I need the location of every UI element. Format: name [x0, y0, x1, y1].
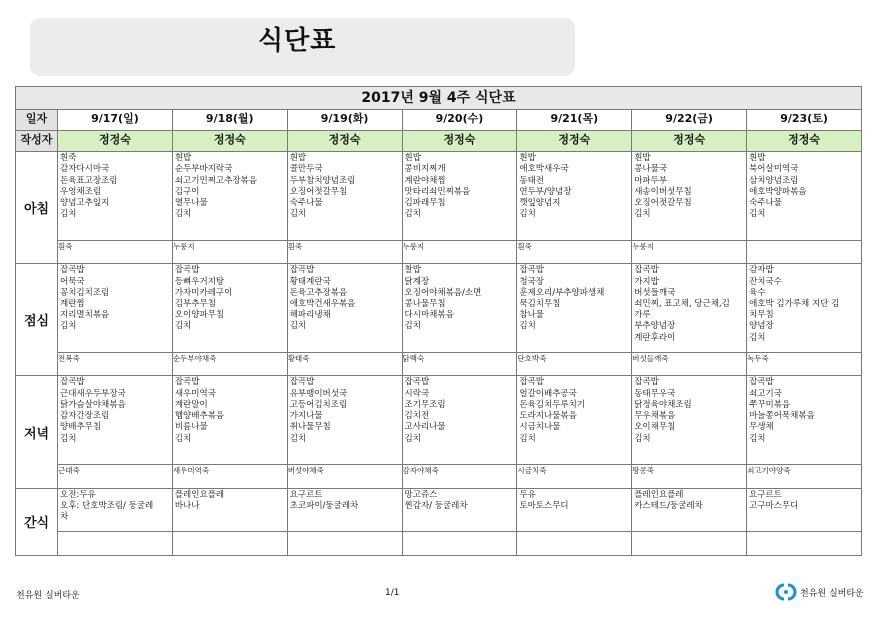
breakfast-cell: [632, 152, 747, 241]
menu-item: 시락국: [404, 388, 430, 399]
menu-item: 우엉채조림: [60, 186, 102, 197]
dinner-porridge: 감자야채죽: [402, 465, 517, 488]
menu-item: 마파두부: [634, 175, 668, 186]
date-header: 9/23(토): [747, 110, 862, 130]
menu-item: 콩나물무침: [404, 298, 446, 309]
menu-item: 계란야채찜: [404, 175, 446, 186]
writer-name: 정정숙: [747, 130, 862, 151]
menu-item: 흰밥: [174, 153, 192, 164]
menu-item: 치무침: [749, 310, 774, 321]
menu-item: 찰밥: [404, 265, 421, 276]
menu-item: 오징어야채볶음/소면: [404, 287, 482, 298]
menu-item: 가자미카레구이: [174, 287, 233, 298]
menu-item: 잔치국수: [749, 276, 782, 287]
menu-item: 김치: [174, 321, 192, 332]
lunch-porridge: 녹두죽: [747, 353, 862, 376]
breakfast-cell: [517, 152, 632, 241]
menu-item: 요구르트: [749, 489, 782, 500]
snack-cell: [632, 488, 747, 532]
menu-item: 애호박건새우볶음: [289, 298, 356, 309]
lunch-porridge: 단호박죽: [517, 353, 632, 376]
menu-item: 돈육표고장조림: [60, 175, 118, 186]
dinner-porridge: 새우미역죽: [172, 465, 287, 488]
menu-item: 어묵국: [60, 276, 85, 287]
menu-item: 잡곡밥: [404, 377, 430, 388]
menu-item: 두유: [519, 489, 536, 500]
dinner-cell: [58, 376, 173, 465]
menu-item: 김치: [519, 209, 536, 220]
menu-item: 취나물무침: [289, 422, 331, 433]
menu-item: 마늘쫑어묵채볶음: [749, 411, 815, 422]
lunch-cell: [517, 264, 632, 353]
breakfast-porridge: 흰죽: [517, 240, 632, 263]
date-label: 일자: [16, 110, 58, 130]
menu-item: 김파래무침: [404, 198, 446, 209]
lunch-cell: [402, 264, 517, 353]
menu-item: 참나물: [519, 310, 545, 321]
menu-item: 열무나물: [174, 198, 208, 209]
menu-item: 플레인요플레: [174, 489, 225, 500]
menu-item: 닭가슴살야채볶음: [60, 399, 126, 410]
lunch-porridge: 닭백숙: [402, 353, 517, 376]
menu-item: 김부추무침: [174, 298, 216, 309]
menu-item: 잡곡밥: [634, 265, 659, 276]
menu-item: 요구르트: [289, 489, 323, 500]
menu-table: [15, 86, 862, 556]
menu-item: 동태무우국: [634, 388, 676, 399]
writer-name: 정정숙: [172, 130, 287, 151]
menu-item: 카스테드/둥굴레차: [634, 500, 703, 511]
lunch-cell: [172, 264, 287, 353]
menu-item: 콜만두국: [289, 164, 323, 175]
menu-item: 쭈꾸미볶음: [749, 399, 791, 410]
menu-item: 황태계란국: [289, 276, 331, 287]
lunch-porridge: 황태죽: [287, 353, 402, 376]
menu-item: 고구마스무디: [749, 500, 799, 511]
lunch-cell: [632, 264, 747, 353]
menu-item: 흰밥: [289, 153, 307, 164]
snack-extra: [517, 532, 632, 556]
menu-item: 무생채: [749, 422, 774, 433]
menu-item: 숙주나물: [749, 198, 782, 209]
menu-item: 초코파이/둥굴레차: [289, 500, 359, 511]
snack-cell: [58, 488, 173, 532]
writer-label: 작성자: [16, 130, 58, 151]
menu-item: 잡곡밥: [174, 265, 200, 276]
menu-item: 가루: [634, 310, 651, 321]
menu-item: 새우미역국: [174, 388, 216, 399]
breakfast-cell: [58, 152, 173, 241]
menu-item: 김치: [60, 209, 77, 220]
menu-item: 김치: [634, 209, 651, 220]
menu-item: 김치: [634, 433, 651, 444]
menu-item: 플레인요플레: [634, 489, 684, 500]
breakfast-porridge: 누룽지: [632, 240, 747, 263]
date-header: 9/21(목): [517, 110, 632, 130]
menu-item: 꽁치김치조림: [60, 287, 110, 298]
menu-item: 비름나물: [174, 422, 208, 433]
menu-item: 흰밥: [519, 153, 536, 164]
menu-item: 해파리냉채: [289, 310, 331, 321]
menu-item: 쇠고기국: [749, 388, 782, 399]
dinner-cell: [287, 376, 402, 465]
menu-item: 고사리나물: [404, 422, 446, 433]
menu-item: 김치: [519, 321, 536, 332]
dinner-porridge: 근대죽: [58, 465, 173, 488]
menu-item: 동태전: [519, 175, 545, 186]
breakfast-cell: [287, 152, 402, 241]
menu-item: 잡곡밥: [749, 377, 774, 388]
lunch-porridge: 전복죽: [58, 353, 173, 376]
breakfast-cell: [402, 152, 517, 241]
footer-org-name: 천유원 실버타운: [16, 591, 80, 601]
menu-item: 계란후라이: [634, 332, 676, 343]
breakfast-porridge: 누룽지: [402, 240, 517, 263]
snack-extra: [747, 532, 862, 556]
dinner-porridge: 시금치죽: [517, 465, 632, 488]
menu-item: 김치: [404, 321, 421, 332]
dinner-porridge: 쇠고기야양죽: [747, 465, 862, 488]
menu-item: 순두부바지락국: [174, 164, 233, 175]
dinner-cell: [517, 376, 632, 465]
menu-item: 오이양파무침: [174, 310, 225, 321]
menu-item: 오징어젓갈무침: [634, 198, 692, 209]
footer-logo: [775, 583, 864, 601]
lunch-porridge: 버섯들깨죽: [632, 353, 747, 376]
snack-cell: [517, 488, 632, 532]
lunch-porridge: 순두부야채죽: [172, 353, 287, 376]
menu-item: 감자밥: [749, 265, 774, 276]
menu-item: 북어살미역국: [749, 164, 799, 175]
menu-item: 흰죽: [60, 153, 77, 164]
menu-item: 가지나물: [289, 411, 323, 422]
menu-item: 잡곡밥: [519, 377, 545, 388]
breakfast-cell: [172, 152, 287, 241]
menu-item: 김치: [404, 209, 421, 220]
menu-item: 애호박양파볶음: [749, 186, 807, 197]
lunch-cell: [287, 264, 402, 353]
menu-item: 김치: [174, 209, 192, 220]
menu-item: 양념고추잎지: [60, 198, 110, 209]
menu-item: 감자다시마국: [60, 164, 110, 175]
writer-name: 정정숙: [632, 130, 747, 151]
menu-item: 유부팽이버섯국: [289, 388, 348, 399]
menu-item: 김치: [289, 321, 307, 332]
menu-item: 김치: [749, 433, 766, 444]
menu-item: 애호박 김가루채 지단 김: [749, 298, 840, 309]
date-header: 9/18(월): [172, 110, 287, 130]
date-header: 9/20(수): [402, 110, 517, 130]
menu-item: 훈제오리/부추양파생채: [519, 287, 605, 298]
breakfast-porridge: 흰죽: [287, 240, 402, 263]
dinner-cell: [172, 376, 287, 465]
menu-item: 바나나: [174, 500, 200, 511]
menu-item: 얼갈이배추공국: [519, 388, 577, 399]
menu-item: 양배추무침: [60, 422, 102, 433]
menu-item: 잡곡밥: [174, 377, 200, 388]
menu-item: 잡곡밥: [634, 377, 659, 388]
meal-label-snack: 간식: [16, 488, 58, 555]
menu-item: 흰밥: [404, 153, 421, 164]
menu-item: 흰밥: [634, 153, 651, 164]
menu-item: 근대새우두부장국: [60, 388, 126, 399]
breakfast-cell: [747, 152, 862, 241]
menu-item: 새송이버섯무침: [634, 186, 692, 197]
menu-item: 시금치나물: [519, 422, 561, 433]
menu-item: 닭계장: [404, 276, 430, 287]
menu-item: 김치: [519, 433, 536, 444]
writer-name: 정정숙: [58, 130, 173, 151]
menu-item: 김치: [289, 433, 307, 444]
menu-item: 도라지나물볶음: [519, 411, 577, 422]
menu-item: 가지밥: [634, 276, 659, 287]
menu-item: 다시마채볶음: [404, 310, 454, 321]
menu-item: 토마토스무디: [519, 500, 569, 511]
menu-item: 김치: [749, 332, 766, 343]
meal-label-breakfast: 아침: [16, 152, 58, 264]
writer-name: 정정숙: [402, 130, 517, 151]
menu-item: 잡곡밥: [289, 265, 315, 276]
writer-name: 정정숙: [517, 130, 632, 151]
menu-item: 김치전: [404, 411, 430, 422]
logo-icon: [775, 583, 797, 601]
menu-item: 깻잎양념지: [519, 198, 561, 209]
menu-item: 등뼈우거지탕: [174, 276, 225, 287]
menu-item: 돈육고추장볶음: [289, 287, 348, 298]
menu-item: 잡곡밥: [60, 377, 85, 388]
menu-item: 김치: [60, 433, 77, 444]
menu-item: 닭정육야채조림: [634, 399, 692, 410]
menu-item: 오후: 단호박조림/ 둥굴레: [60, 500, 154, 511]
logo-text: 천유원 실버타운: [800, 588, 864, 599]
menu-item: 차: [60, 512, 69, 523]
date-header: 9/19(화): [287, 110, 402, 130]
page-title: 식단표: [258, 26, 337, 56]
menu-item: 숙주나물: [289, 198, 323, 209]
snack-cell: [287, 488, 402, 532]
menu-item: 지리멸치볶음: [60, 310, 110, 321]
menu-item: 오전:두유: [60, 489, 96, 500]
menu-item: 애호박새우국: [519, 164, 569, 175]
menu-item: 쇠민찌, 표고채, 당근채,김: [634, 298, 730, 309]
writer-name: 정정숙: [287, 130, 402, 151]
page-number: 1/1: [385, 588, 400, 598]
snack-cell: [747, 488, 862, 532]
menu-item: 고등어김치조림: [289, 399, 348, 410]
lunch-cell: [747, 264, 862, 353]
menu-item: 망고쥬스: [404, 489, 438, 500]
snack-extra: [172, 532, 287, 556]
menu-item: 감자간장조림: [60, 411, 110, 422]
breakfast-porridge: [747, 240, 862, 263]
dinner-cell: [632, 376, 747, 465]
menu-item: 양념장: [749, 321, 774, 332]
menu-item: 오징어젓갈무침: [289, 186, 348, 197]
menu-item: 계란말이: [174, 399, 208, 410]
dinner-porridge: 땅콩죽: [632, 465, 747, 488]
menu-item: 잡곡밥: [519, 265, 545, 276]
menu-item: 콩비지찌개: [404, 164, 446, 175]
menu-item: 콩나물국: [634, 164, 668, 175]
menu-item: 연두부/양념장: [519, 186, 572, 197]
snack-extra: [632, 532, 747, 556]
menu-item: 흰밥: [749, 153, 766, 164]
menu-item: 돈육김치두루치기: [519, 399, 586, 410]
menu-item: 육수: [749, 287, 766, 298]
snack-cell: [402, 488, 517, 532]
breakfast-porridge: 누룽지: [172, 240, 287, 263]
menu-item: 잡곡밥: [60, 265, 85, 276]
menu-item: 무우채볶음: [634, 411, 676, 422]
menu-item: 쇠고기민찌고추장볶음: [174, 175, 257, 186]
dinner-porridge: 버섯야채죽: [287, 465, 402, 488]
meal-label-lunch: 점심: [16, 264, 58, 376]
menu-item: 햄양배추볶음: [174, 411, 225, 422]
lunch-cell: [58, 264, 173, 353]
menu-item: 김치: [289, 209, 307, 220]
snack-cell: [172, 488, 287, 532]
menu-item: 부추양념장: [634, 321, 676, 332]
menu-item: 삼치양념조림: [749, 175, 799, 186]
breakfast-porridge: 흰죽: [58, 240, 173, 263]
snack-extra: [287, 532, 402, 556]
dinner-cell: [747, 376, 862, 465]
snack-extra: [402, 532, 517, 556]
meal-label-dinner: 저녁: [16, 376, 58, 488]
menu-item: 버섯들깨국: [634, 287, 676, 298]
menu-item: 묵김치무침: [519, 298, 561, 309]
menu-item: 김치: [60, 321, 77, 332]
date-header: 9/17(일): [58, 110, 173, 130]
menu-item: 김구이: [174, 186, 200, 197]
table-title: 2017년 9월 4주 식단표: [16, 87, 862, 110]
menu-item: 맛타리쇠민찌볶음: [404, 186, 471, 197]
menu-item: 두부참치양념조림: [289, 175, 356, 186]
menu-item: 계란찜: [60, 298, 85, 309]
menu-item: 김치: [174, 433, 192, 444]
menu-item: 청국장: [519, 276, 545, 287]
menu-item: 찐감자/ 둥굴레차: [404, 500, 468, 511]
menu-item: 오이채무침: [634, 422, 676, 433]
date-header: 9/22(금): [632, 110, 747, 130]
menu-item: 김치: [749, 209, 766, 220]
snack-extra: [58, 532, 173, 556]
menu-item: 잡곡밥: [289, 377, 315, 388]
dinner-cell: [402, 376, 517, 465]
menu-item: 김치: [404, 433, 421, 444]
menu-item: 조기무조림: [404, 399, 446, 410]
